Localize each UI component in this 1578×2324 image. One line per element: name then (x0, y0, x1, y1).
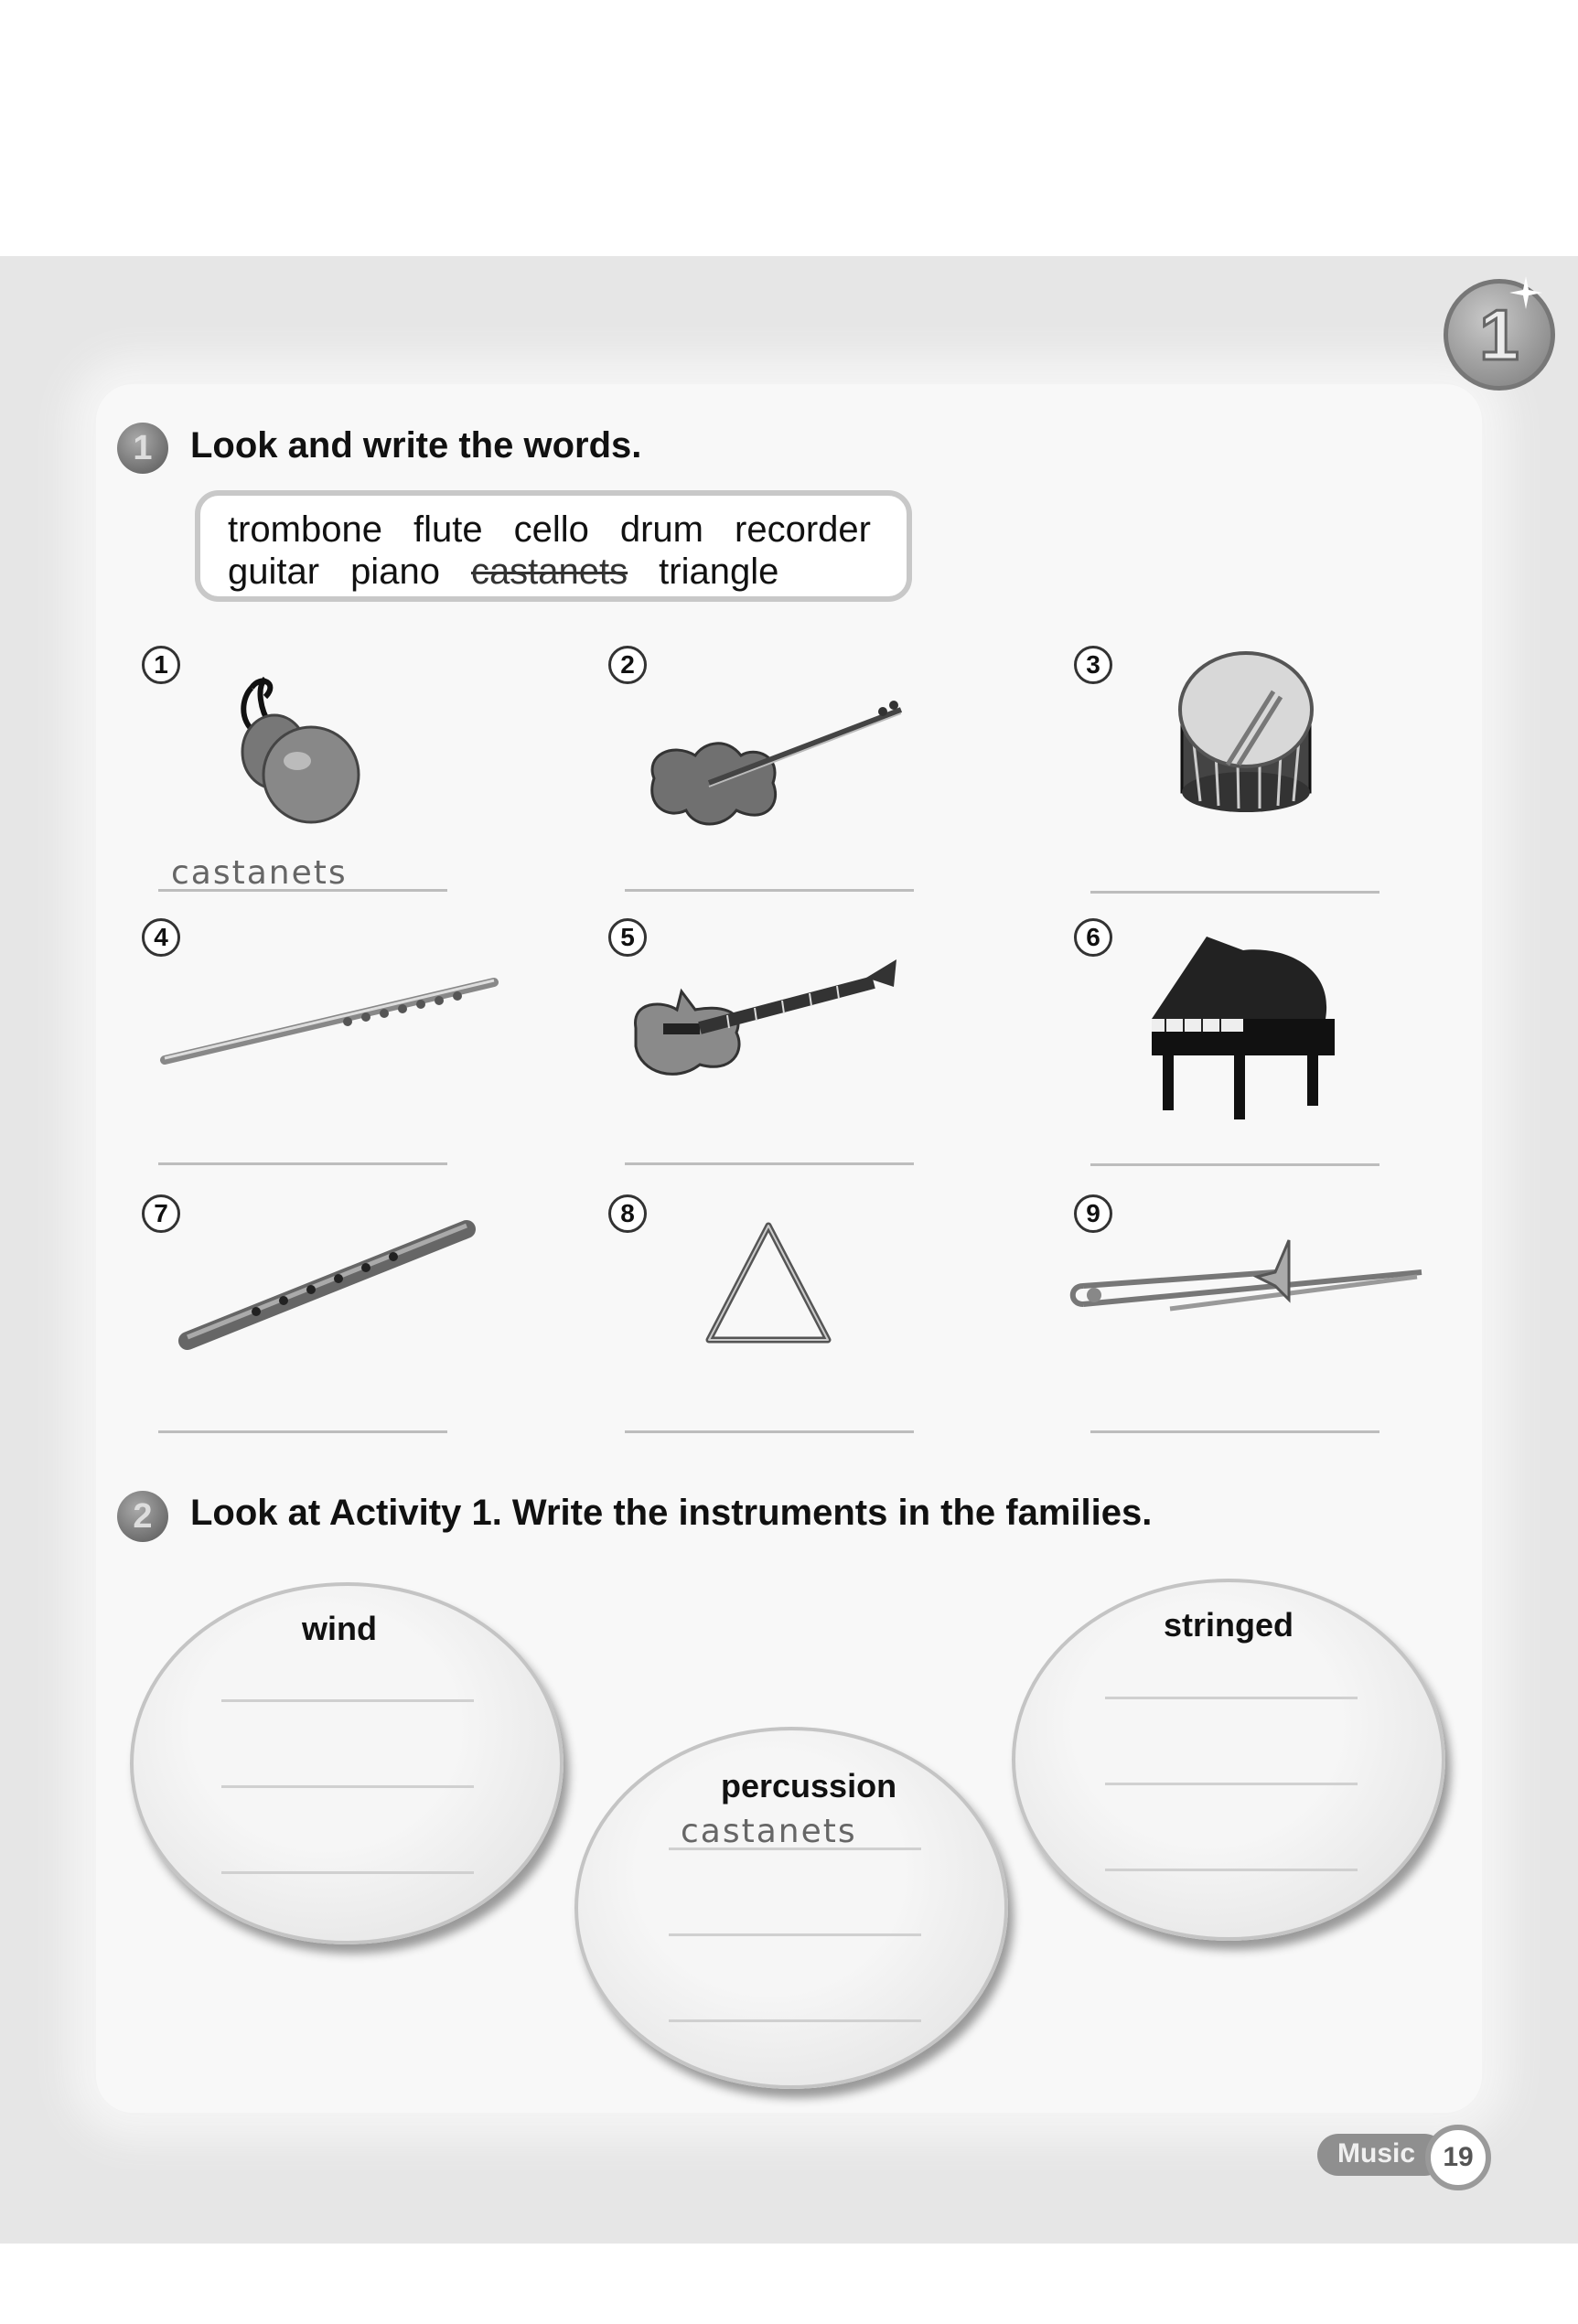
word-bank-word: recorder (735, 509, 871, 550)
activity-2-number: 2 (117, 1491, 168, 1542)
flute-icon (156, 973, 503, 1074)
item-number: 8 (608, 1194, 647, 1233)
instrument-item-2 (608, 646, 1066, 920)
item-number: 4 (142, 918, 180, 957)
word-bank-word: guitar (228, 552, 320, 592)
instrument-item-8 (608, 1194, 1066, 1469)
triangle-icon (700, 1216, 837, 1354)
castanets-icon (224, 669, 370, 834)
sparkle-icon (1508, 274, 1544, 311)
answer-line (625, 1430, 914, 1433)
item-number: 3 (1074, 646, 1112, 684)
answer-line (625, 889, 914, 892)
answer-line (669, 1847, 921, 1850)
word-bank-word: trombone (228, 509, 382, 550)
answer-text: castanets (681, 1813, 857, 1850)
answer-line (1105, 1783, 1358, 1785)
instrument-item-5 (608, 918, 1066, 1193)
drum-icon (1173, 646, 1319, 819)
family-title-stringed: stringed (1164, 1606, 1294, 1644)
answer-line (1105, 1697, 1358, 1699)
instrument-item-9 (1074, 1194, 1531, 1469)
piano-icon (1143, 927, 1344, 1119)
answer-line (221, 1699, 474, 1702)
item-number: 5 (608, 918, 647, 957)
activity-1-number: 1 (117, 423, 168, 474)
answer-line (625, 1162, 914, 1165)
answer-line (158, 1430, 447, 1433)
answer-line (158, 889, 447, 892)
family-title-wind: wind (302, 1610, 377, 1647)
family-title-percussion: percussion (721, 1767, 897, 1805)
answer-line (669, 2019, 921, 2022)
item-number: 7 (142, 1194, 180, 1233)
recorder-icon (174, 1213, 485, 1359)
activity-1-title: Look and write the words. (190, 425, 642, 466)
word-bank (195, 490, 912, 602)
word-bank-word: cello (513, 509, 589, 550)
answer-line (669, 1933, 921, 1936)
word-bank-word: piano (350, 552, 440, 592)
word-bank-row-1 (228, 509, 907, 551)
instrument-item-3 (1074, 646, 1531, 920)
answer-line (221, 1785, 474, 1788)
item-number: 1 (142, 646, 180, 684)
answer-line (158, 1162, 447, 1165)
answer-line (221, 1871, 474, 1874)
answer-line (1090, 1163, 1379, 1166)
instrument-item-6 (1074, 918, 1531, 1193)
guitar-icon (627, 946, 901, 1092)
word-bank-word: drum (619, 509, 703, 550)
answer-line (1105, 1869, 1358, 1871)
answer-line (1090, 891, 1379, 894)
answer-text: castanets (171, 854, 348, 892)
footer-subject: Music (1337, 2138, 1416, 2169)
unit-number: 1 (1479, 294, 1519, 375)
item-number: 9 (1074, 1194, 1112, 1233)
word-bank-row-2 (228, 551, 907, 593)
cello-icon (636, 691, 910, 838)
item-number: 6 (1074, 918, 1112, 957)
word-bank-word-crossed: castanets (470, 552, 628, 592)
page-number: 19 (1425, 2125, 1491, 2190)
instrument-item-7 (142, 1194, 599, 1469)
instrument-item-1 (142, 646, 599, 920)
word-bank-word: flute (413, 509, 483, 550)
instrument-item-4 (142, 918, 599, 1193)
item-number: 2 (608, 646, 647, 684)
answer-line (1090, 1430, 1379, 1433)
activity-2-title: Look at Activity 1. Write the instruments in the families. (190, 1493, 1153, 1533)
trombone-icon (1065, 1231, 1431, 1332)
word-bank-word: triangle (659, 552, 779, 592)
